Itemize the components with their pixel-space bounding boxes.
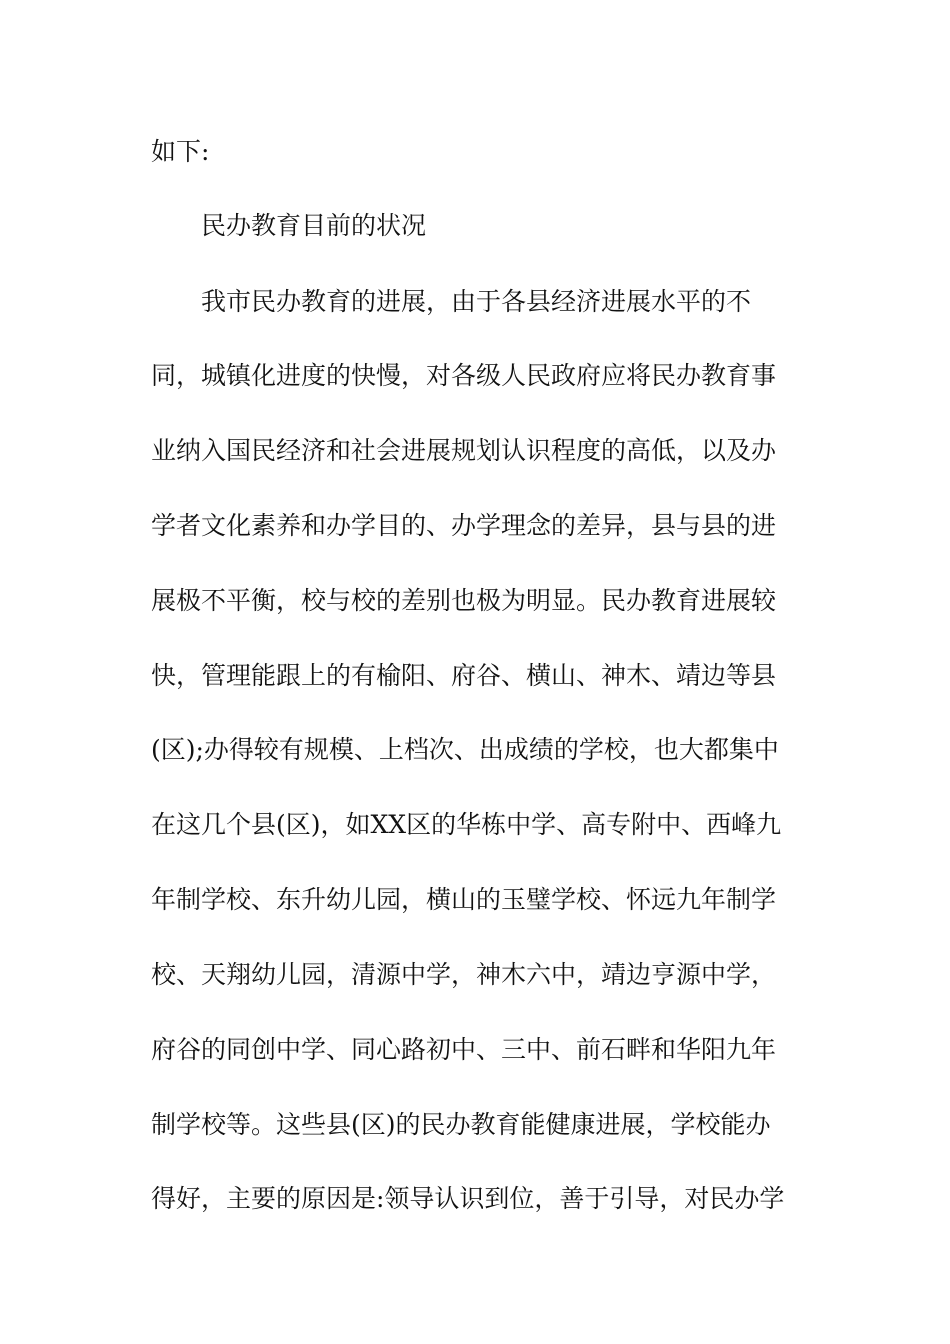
section-heading: 民办教育目前的状况 bbox=[201, 211, 427, 240]
text-line: 府谷的同创中学、同心路初中、三中、前石畔和华阳九年 bbox=[151, 1035, 777, 1064]
text-line: 快，管理能跟上的有榆阳、府谷、横山、神木、靖边等县 bbox=[151, 661, 777, 690]
text-line: 展极不平衡，校与校的差别也极为明显。民办教育进展较 bbox=[151, 586, 777, 615]
text-line: 学者文化素养和办学目的、办学理念的差异，县与县的进 bbox=[151, 511, 777, 540]
text-line: 业纳入国民经济和社会进展规划认识程度的高低，以及办 bbox=[151, 436, 777, 465]
text-line: 年制学校、东升幼儿园，横山的玉璧学校、怀远九年制学 bbox=[151, 885, 777, 914]
text-line: 如下: bbox=[151, 137, 210, 166]
text-line: 同，城镇化进度的快慢，对各级人民政府应将民办教育事 bbox=[151, 361, 777, 390]
text-line: 得好，主要的原因是:领导认识到位，善于引导，对民办学 bbox=[151, 1184, 785, 1213]
text-line: (区);办得较有规模、上档次、出成绩的学校，也大都集中 bbox=[151, 735, 779, 764]
paragraph-first-line: 我市民办教育的进展，由于各县经济进展水平的不 bbox=[201, 287, 752, 316]
text-line: 制学校等。这些县(区)的民办教育能健康进展，学校能办 bbox=[151, 1110, 771, 1139]
text-line: 在这几个县(区)，如XX区的华栋中学、高专附中、西峰九 bbox=[151, 810, 782, 839]
text-line: 校、天翔幼儿园，清源中学，神木六中，靖边亨源中学， bbox=[151, 960, 777, 989]
